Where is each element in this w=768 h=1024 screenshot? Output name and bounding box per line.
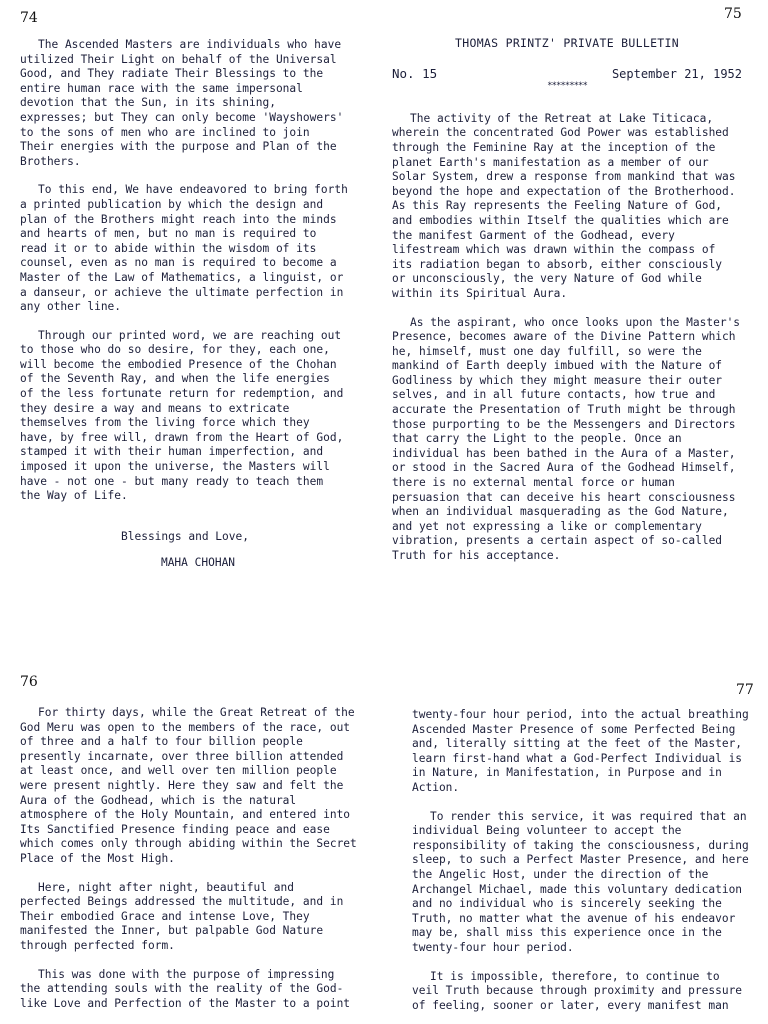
p74-paragraph-1: The Ascended Masters are individuals who have utilized Their Light on behalf of the Universal Good, and They radiate Their Blessings to the entire human race with the same impersonal devotion that the Sun, in its shining, expresses; but They can only become 'Wayshowers' to the sons of men who are inclined to join Their energies with the purpose and Plan of the Brothers.	[20, 38, 344, 168]
p76-paragraph-1: For thirty days, while the Great Retreat of the God Meru was open to the members of the race, out of three and a half to four billion people presently incarnate, over three billion attended at least once, and well over ten million people were present nightly. Here they saw and felt the Aura of the Godhead, which is the natural atmosphere of the Holy Mountain, and entered into Its Sanctified Presence finding peace and ease which comes only through abiding within the Secret Place of the Most High.	[20, 706, 357, 865]
bulletin-title: THOMAS PRINTZ' PRIVATE BULLETIN	[455, 36, 679, 50]
p76-paragraph-2: Here, night after night, beautiful and perfected Beings addressed the multitude, and in Their embodied Grace and intense Love, They manifested the Inner, but palpable God Nature through perfected form.	[20, 880, 344, 952]
page-76	[20, 706, 360, 1011]
page-number-77: 77	[736, 682, 754, 698]
p74-signature: MAHA CHOHAN	[160, 556, 236, 570]
page-number-75: 75	[724, 6, 742, 22]
p77-paragraph-3: It is impossible, therefore, to continue to veil Truth because through proximity and pressure of feeling, sooner or later, every manifest man	[412, 969, 743, 1012]
issue-date: September 21, 1952	[611, 66, 742, 81]
page-77	[412, 708, 752, 1013]
star-divider: *********	[547, 81, 587, 92]
page-75	[392, 36, 742, 564]
page-74	[20, 38, 350, 571]
p77-paragraph-2: To render this service, it was required that an individual Being volunteer to accept the responsibility of taking the consciousness, during sleep, to such a Perfect Master Presence, and here the Angelic Host, under the direction of the Archangel Michael, made this voluntary dedication and no individual who is sincerely seeking the Truth, no matter what the avenue of his endeavor may be, shall miss this experience once in the twenty-four hour period.	[412, 809, 749, 954]
p75-paragraph-2: As the aspirant, who once looks upon the Master's Presence, becomes aware of the Divine Pattern which he, himself, must one day fulfill, so were the mankind of Earth deeply imbued with the Nature of Godliness by which they might measure their outer selves, and in all future contacts, how true and accurate the Presentation of Truth might be through those purporting to be the Messengers and Directors that carry the Light to the people. Once an individual has been bathed in the Aura of a Master, or stood in the Sacred Aura of the Godhead Himself, there is no external mental force or human persuasion that can deceive his heart consciousness when an individual masquerading as the God Nature, and yet not expressing a like or complementary vibration, presents a certain aspect of so-called Truth for his acceptance.	[392, 315, 741, 562]
p74-closing: Blessings and Love,	[121, 529, 249, 543]
page-number-74: 74	[20, 10, 38, 26]
page-number-76: 76	[20, 674, 38, 690]
issue-number: No. 15	[392, 65, 438, 81]
p76-paragraph-3: This was done with the purpose of impressing the attending souls with the reality of the God-like Love and Perfection of the Master to a point	[20, 967, 351, 1010]
p77-paragraph-1: twenty-four hour period, into the actual breathing Ascended Master Presence of some Perfected Being and, literally sitting at the feet of the Master, learn first-hand what a God-Perfect Individual is in Nature, in Manifestation, in Purpose and in Action.	[412, 708, 749, 794]
p74-paragraph-3: Through our printed word, we are reaching out to those who do so desire, for they, each one, will become the embodied Presence of the Chohan of the Seventh Ray, and when the life energies of the less fortunate return for redemption, and they desire a way and means to extricate themselves from the living force which they have, by free will, drawn from the Heart of God, stamped it with their human imperfection, and imposed it upon the universe, the Masters will have - not one - but many ready to teach them the Way of Life.	[20, 328, 344, 503]
p74-paragraph-2: To this end, We have endeavored to bring forth a printed publication by which the design and plan of the Brothers might reach into the minds and hearts of men, but no man is required to read it or to abide within the wisdom of its counsel, even as no man is required to become a Master of the Law of Mathematics, a linguist, or a danseur, or achieve the ultimate perfection in any other line.	[20, 183, 348, 314]
p75-paragraph-1: The activity of the Retreat at Lake Titicaca, wherein the concentrated God Power was established through the Feminine Ray at the inception of the planet Earth's manifestation as a member of our Solar System, drew a response from mankind that was beyond the hope and expectation of the Brotherhood. As this Ray represents the Feeling Nature of God, and embodies within Itself the qualities which are the manifest Garment of the Godhead, every lifestream which was drawn within the compass of its radiation began to absorb, either consciously or unconsciously, the very Nature of God while within its Spiritual Aura.	[392, 111, 736, 300]
